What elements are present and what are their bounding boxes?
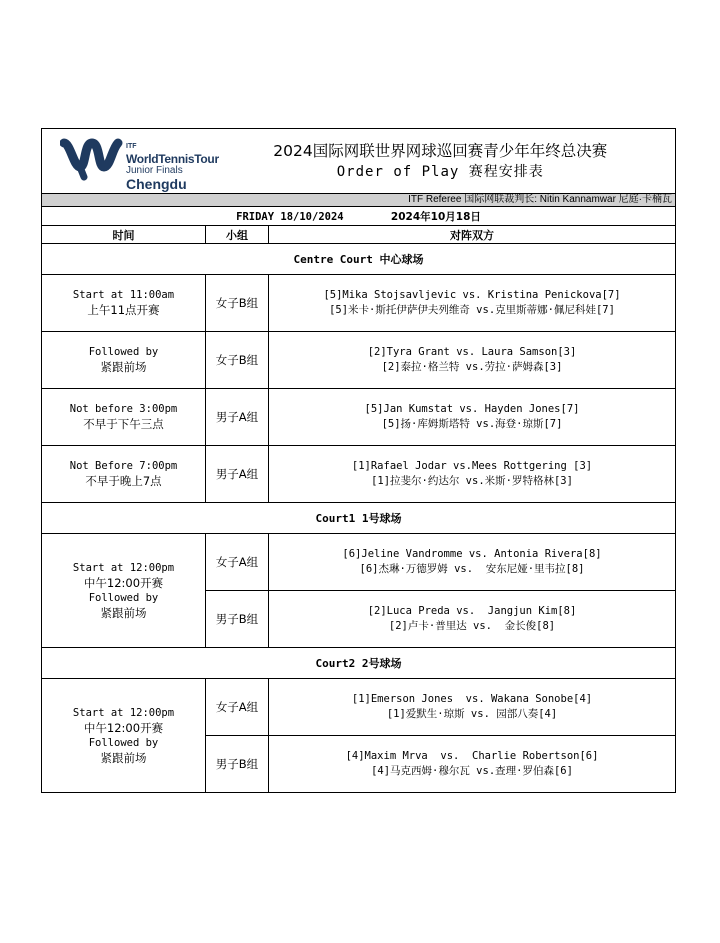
time-zh: 不早于下午三点	[83, 417, 164, 431]
w-logo-icon	[60, 137, 124, 181]
pairing-zh: [2]泰拉·格兰特 vs.劳拉·萨姆森[3]	[381, 361, 563, 373]
pairing-zh: [2]卢卡·普里达 vs. 金长俊[8]	[388, 620, 556, 632]
date-zh: 2024年10月18日	[390, 210, 481, 223]
time-en: Start at 11:00am	[72, 289, 175, 301]
time-zh: 上午11点开赛	[87, 303, 160, 317]
match-time	[42, 446, 206, 503]
order-of-play-table	[41, 128, 676, 793]
date-line	[42, 207, 676, 226]
time-zh: 紧跟前场	[100, 605, 147, 620]
court-heading-court2: Court2 2号球场	[42, 648, 676, 679]
match-pairing	[269, 446, 676, 503]
time-zh: 中午12:00开赛	[83, 575, 164, 590]
city-label: Chengdu	[126, 176, 187, 192]
match-group: 女子B组	[206, 275, 269, 332]
court-heading-centre: Centre Court 中心球场	[42, 244, 676, 275]
header-time: 时间	[42, 226, 206, 244]
pairing-zh: [5]米卡·斯托伊萨伊夫列维奇 vs.克里斯蒂娜·佩尼科娃[7]	[329, 304, 615, 316]
time-zh: 不早于晚上7点	[85, 474, 162, 488]
match-pairing	[269, 591, 676, 648]
junior-finals-label: Junior Finals	[126, 165, 183, 176]
pairing-en: [6]Jeline Vandromme vs. Antonia Rivera[8]	[342, 548, 602, 560]
match-group: 男子A组	[206, 389, 269, 446]
match-group: 女子A组	[206, 679, 269, 736]
header-match: 对阵双方	[269, 226, 676, 244]
date-en: FRIDAY 18/10/2024	[236, 210, 344, 223]
time-zh: 紧跟前场	[100, 360, 147, 374]
match-time-block	[42, 534, 206, 648]
title-cell	[206, 129, 676, 194]
match-group: 女子A组	[206, 534, 269, 591]
logo-cell	[42, 129, 219, 194]
pairing-zh: [1]爱默生·琼斯 vs. 园部八奏[4]	[386, 708, 558, 720]
page-title: 2024国际网联世界网球巡回赛青少年年终总决赛	[273, 142, 608, 160]
pairing-zh: [4]马克西姆·穆尔瓦 vs.查理·罗伯森[6]	[371, 765, 573, 777]
time-en: Not Before 7:00pm	[69, 460, 178, 472]
brand-label: WorldTennisTour	[126, 152, 219, 166]
match-time	[42, 275, 206, 332]
court-heading-court1: Court1 1号球场	[42, 503, 676, 534]
match-time-block	[42, 679, 206, 793]
pairing-en: [1]Rafael Jodar vs.Mees Rottgering [3]	[351, 460, 593, 472]
pairing-en: [1]Emerson Jones vs. Wakana Sonobe[4]	[351, 693, 593, 705]
pairing-en: [2]Luca Preda vs. Jangjun Kim[8]	[367, 605, 577, 617]
time-en: Start at 12:00pm	[72, 706, 175, 719]
time-en: Start at 12:00pm	[72, 561, 175, 574]
pairing-zh: [5]扬·库姆斯塔特 vs.海登·琼斯[7]	[381, 418, 563, 430]
time-en: Followed by	[88, 736, 159, 749]
match-pairing	[269, 389, 676, 446]
match-time	[42, 332, 206, 389]
pairing-en: [4]Maxim Mrva vs. Charlie Robertson[6]	[345, 750, 599, 762]
match-pairing	[269, 679, 676, 736]
match-group: 男子B组	[206, 736, 269, 793]
pairing-en: [5]Mika Stojsavljevic vs. Kristina Penickova[7]	[323, 289, 621, 301]
itf-label: ITF	[126, 143, 137, 150]
pairing-zh: [1]拉斐尔·约达尔 vs.米斯·罗特格林[3]	[371, 475, 573, 487]
time-en: Not before 3:00pm	[69, 403, 178, 415]
match-pairing	[269, 736, 676, 793]
match-pairing	[269, 534, 676, 591]
match-group: 男子A组	[206, 446, 269, 503]
match-group: 男子B组	[206, 591, 269, 648]
match-pairing	[269, 275, 676, 332]
match-time	[42, 389, 206, 446]
world-tennis-tour-logo	[60, 131, 220, 191]
pairing-zh: [6]杰琳·万德罗姆 vs. 安东尼娅·里韦拉[8]	[359, 563, 585, 575]
match-pairing	[269, 332, 676, 389]
time-zh: 中午12:00开赛	[83, 720, 164, 735]
time-en: Followed by	[88, 346, 159, 358]
time-en: Followed by	[88, 591, 159, 604]
referee-line: ITF Referee 国际网联裁判长: Nitin Kannamwar 尼庭·卡楠瓦	[42, 194, 676, 207]
pairing-en: [2]Tyra Grant vs. Laura Samson[3]	[367, 346, 577, 358]
time-zh: 紧跟前场	[100, 750, 147, 765]
pairing-en: [5]Jan Kumstat vs. Hayden Jones[7]	[364, 403, 580, 415]
page-subtitle: Order of Play 赛程安排表	[336, 164, 544, 180]
match-group: 女子B组	[206, 332, 269, 389]
header-group: 小组	[206, 226, 269, 244]
